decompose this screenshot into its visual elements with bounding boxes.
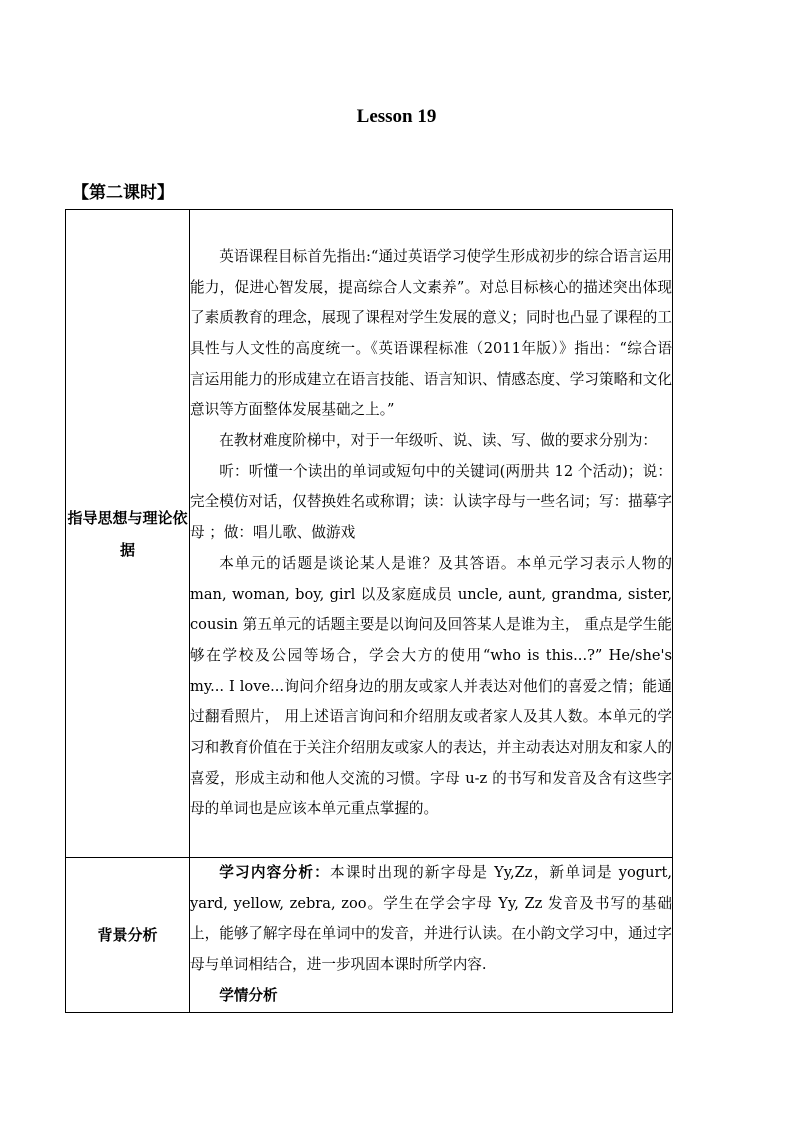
content-analysis-heading: 学习内容分析： — [219, 864, 330, 881]
row-label-background: 背景分析 — [66, 858, 190, 1013]
content-analysis-text: 本课时出现的新字母是 Yy,Zz，新单词是 yogurt, yard, yellow, zebra, zoo。学生在学会字母 Yy, Zz 发音及书写的基础上，能够了解字母在单词中的发音，并进行认读。在小韵文学习中，通过字母与单词相结合，进一步巩固本课时所学内容. — [190, 864, 672, 974]
paragraph: 英语课程目标首先指出:“通过英语学习使学生形成初步的综合语言运用能力，促进心智发展，提高综合人文素养”。对总目标核心的描述突出体现了素质教育的理念，展现了课程对学生发展的意义；同时也凸显了课程的工具性与人文性的高度统一。《英语课程标准（2011年版）》指出：“综合语言运用能力的形成建立在语言技能、语言知识、情感态度、学习策略和文化意识等方面整体发展基础之上。” — [190, 247, 672, 419]
row-content-background — [190, 858, 673, 1013]
page-title: Lesson 19 — [356, 106, 437, 127]
lesson-plan-table — [65, 209, 673, 1013]
table-row — [66, 210, 673, 858]
learner-analysis-heading: 学情分析 — [219, 986, 278, 1004]
paragraph: 本单元的话题是谈论某人是谁？及其答语。本单元学习表示人物的 man, woman, boy, girl 以及家庭成员 uncle, aunt, grandma, sister, cousin 第五单元的话题主要是以询问及回答某人是谁为主， 重点是学生能够在学校及公园等场合，学会大方的使用“who is this...?” He/she's my... I love...询问介绍身边的朋友或家人并表达对他们的喜爱之情；能通过翻看照片， 用上述语言询问和介绍朋友或者家人及其人数。本单元的学习和教育价值在于关注介绍朋友或家人的表达，并主动表达对朋友和家人的喜爱，形成主动和他人交流的习惯。字母 u-z 的书写和发音及含有这些字母的单词也是应该本单元重点掌握的。 — [190, 554, 672, 818]
paragraph — [190, 858, 672, 981]
section-label: 【第二课时】 — [72, 183, 174, 203]
table-row — [66, 858, 673, 1013]
paragraph: 听：听懂一个读出的单词或短句中的关键词(两册共 12 个活动)；说：完全模仿对话，仅替换姓名或称谓；读：认读字母与一些名词；写：描摹字母 ；做：唱儿歌、做游戏 — [190, 462, 672, 542]
row-label-guiding-ideas: 指导思想与理论依据 — [66, 210, 190, 858]
row-content-guiding-ideas — [190, 210, 673, 858]
paragraph: 在教材难度阶梯中，对于一年级听、说、读、写、做的要求分别为： — [219, 432, 658, 450]
